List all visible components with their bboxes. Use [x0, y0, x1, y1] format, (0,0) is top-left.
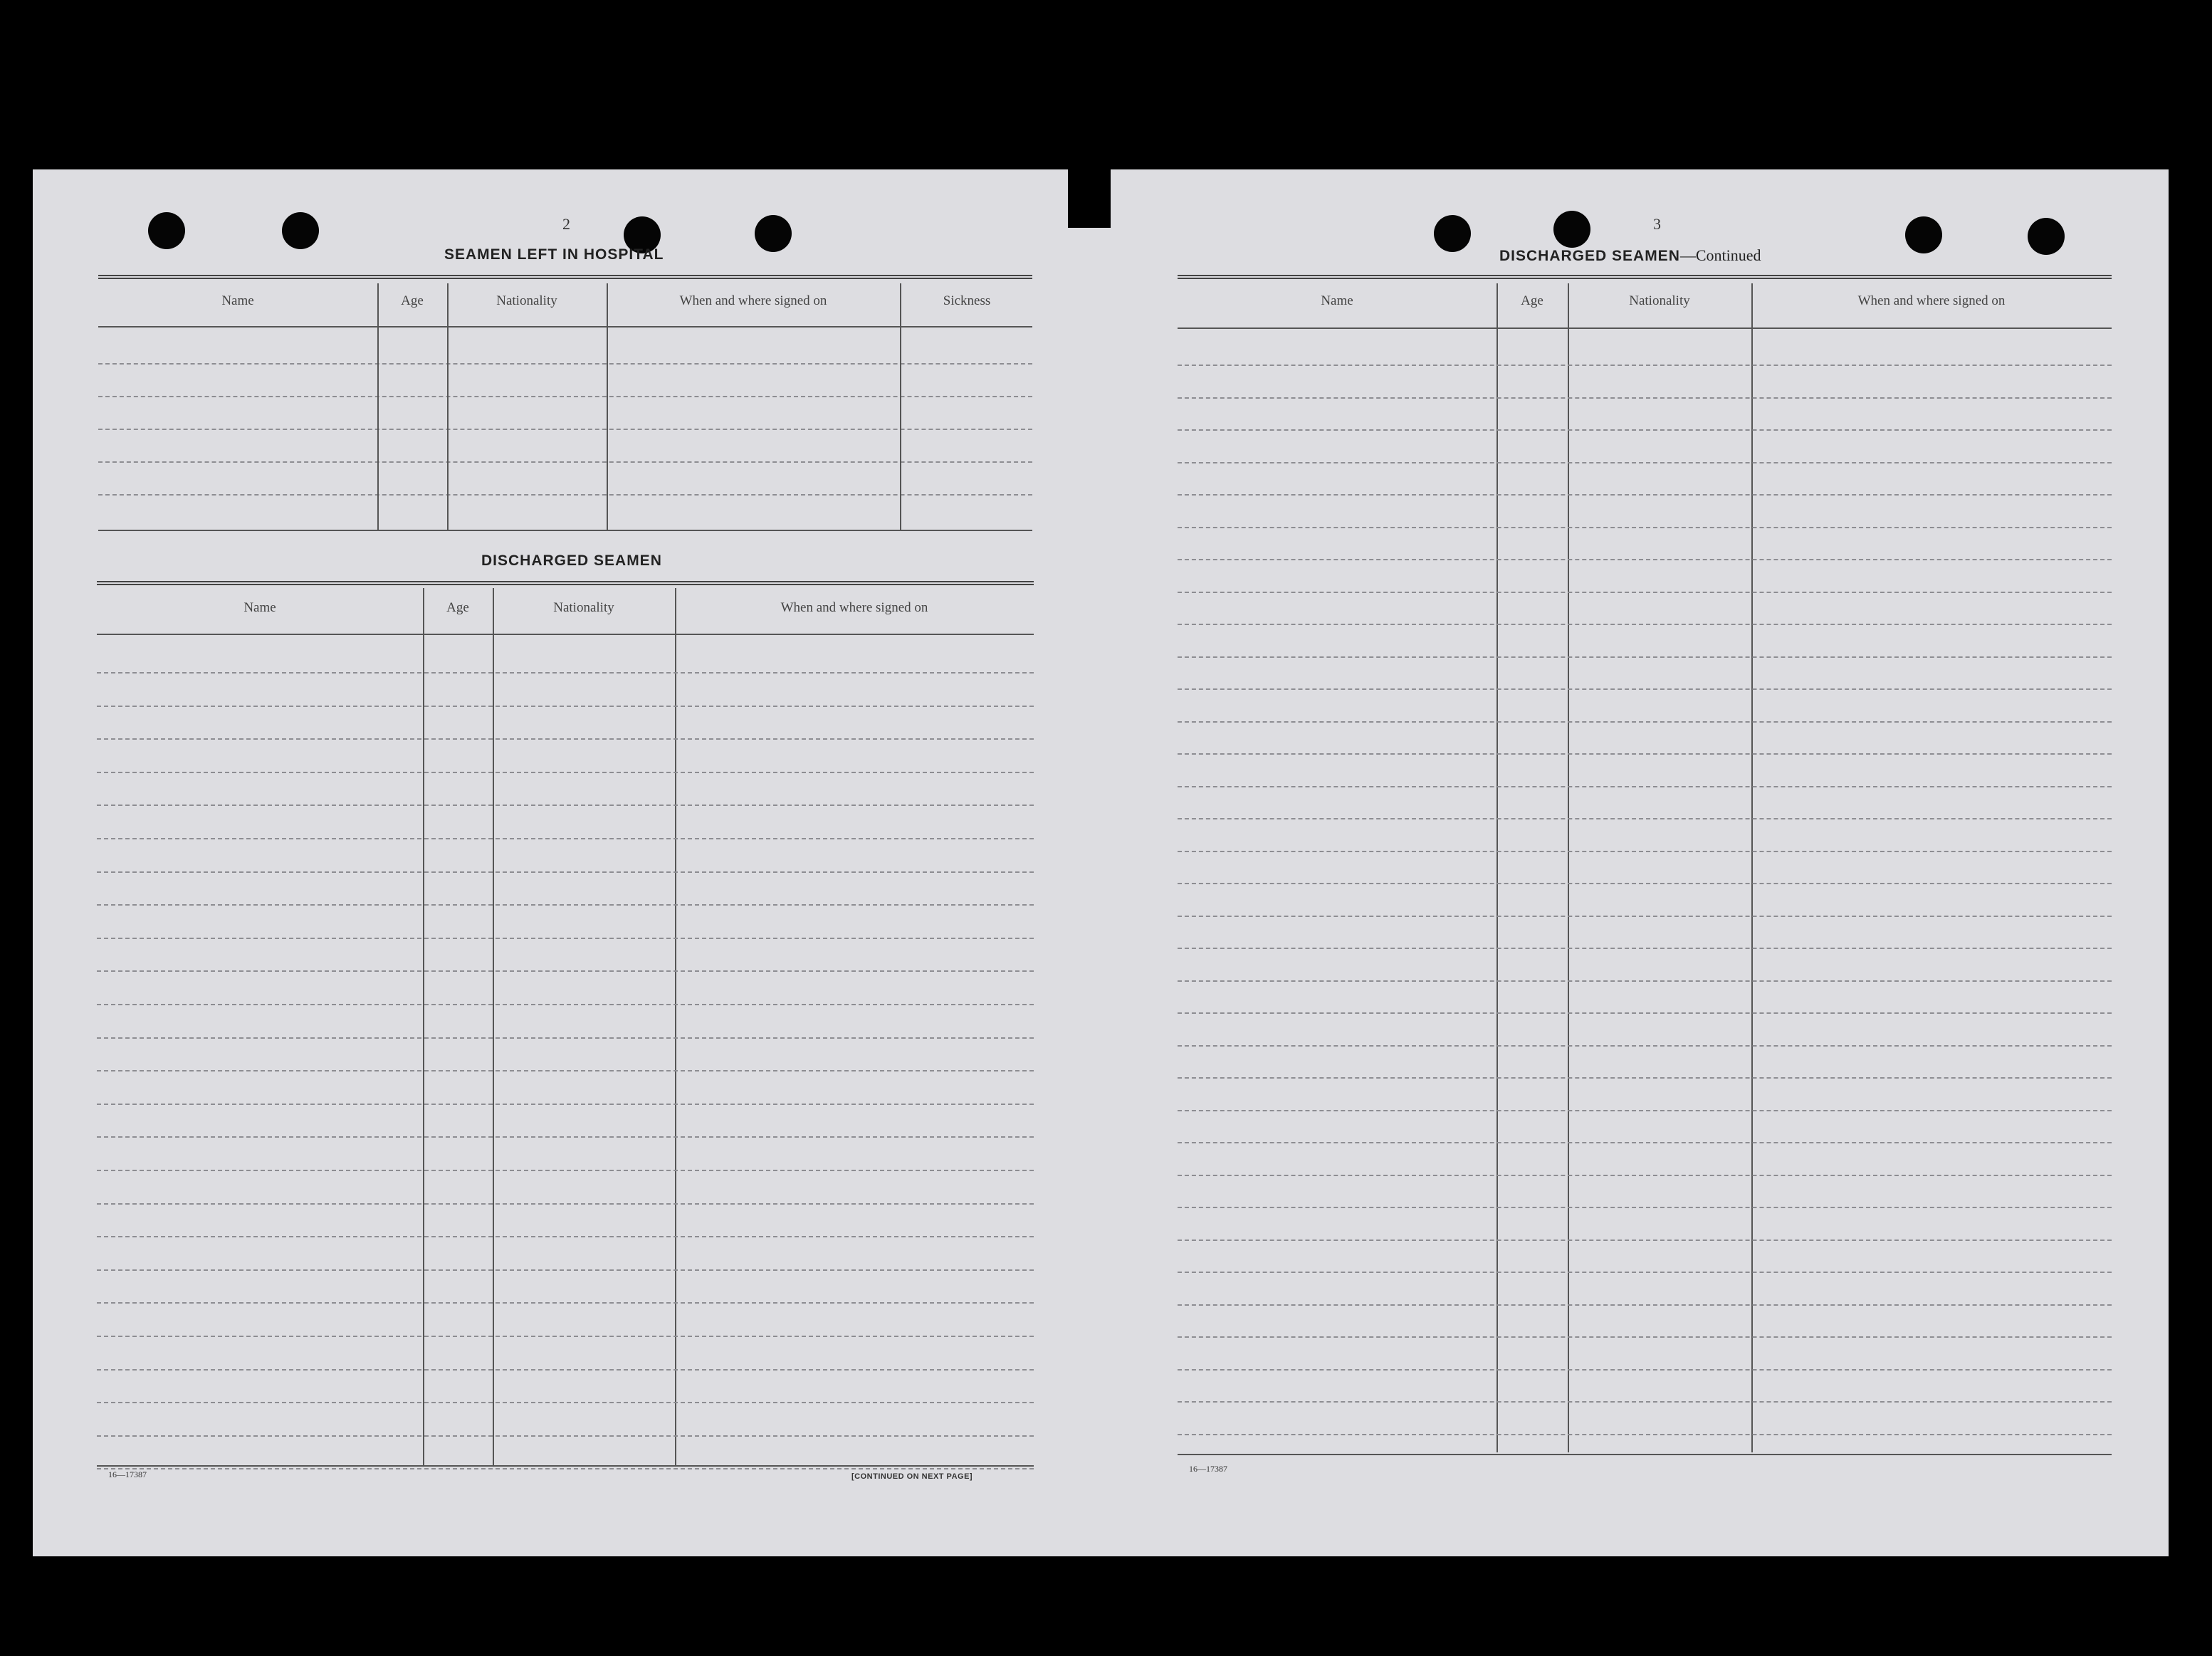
continued-note: [CONTINUED ON NEXT PAGE]: [851, 1472, 973, 1481]
row-rule: [97, 1302, 1034, 1304]
row-rule: [1178, 397, 2112, 399]
row-rule: [1178, 365, 2112, 366]
row-rule: [98, 494, 1032, 496]
column-rule: [493, 588, 494, 1465]
row-rule: [97, 1468, 1034, 1469]
row-rule: [97, 738, 1034, 740]
column-rule: [447, 283, 449, 530]
row-rule: [97, 838, 1034, 839]
column-header: Nationality: [496, 293, 557, 308]
row-rule: [97, 1336, 1034, 1337]
bottom-rule: [1178, 1454, 2112, 1455]
document-page: [33, 169, 2169, 1556]
row-rule: [1178, 883, 2112, 884]
row-rule: [1178, 1401, 2112, 1403]
column-header: Nationality: [553, 600, 614, 615]
column-rule: [1568, 283, 1569, 1452]
row-rule: [97, 1170, 1034, 1171]
row-rule: [97, 904, 1034, 906]
row-rule: [98, 461, 1032, 463]
row-rule: [98, 396, 1032, 397]
row-rule: [1178, 462, 2112, 463]
column-header: Age: [401, 293, 424, 308]
row-rule: [1178, 1012, 2112, 1014]
row-rule: [1178, 786, 2112, 787]
row-rule: [97, 1037, 1034, 1039]
row-rule: [1178, 1110, 2112, 1111]
column-rule: [1751, 283, 1753, 1452]
row-rule: [98, 429, 1032, 430]
header-rule: [97, 634, 1034, 635]
row-rule: [97, 1236, 1034, 1237]
right-title: [1499, 246, 1761, 265]
row-rule: [1178, 948, 2112, 949]
hospital-title: SEAMEN LEFT IN HOSPITAL: [444, 246, 664, 263]
row-rule: [97, 706, 1034, 707]
row-rule: [97, 805, 1034, 806]
punch-hole: [148, 212, 185, 249]
column-rule: [900, 283, 901, 530]
row-rule: [1178, 1336, 2112, 1338]
punch-hole: [1905, 216, 1942, 253]
column-header: When and where signed on: [780, 600, 928, 615]
row-rule: [1178, 688, 2112, 690]
column-header: Name: [221, 293, 254, 308]
row-rule: [1178, 1045, 2112, 1047]
row-rule: [97, 1136, 1034, 1138]
column-header: Name: [1321, 293, 1353, 308]
row-rule: [1178, 1077, 2112, 1079]
punch-hole: [755, 215, 792, 252]
page-number: 2: [562, 215, 570, 233]
row-rule: [97, 772, 1034, 773]
row-rule: [1178, 1142, 2112, 1143]
column-rule: [1496, 283, 1498, 1452]
column-header: Age: [1521, 293, 1543, 308]
row-rule: [1178, 1304, 2112, 1306]
bottom-rule: [98, 530, 1032, 531]
row-rule: [1178, 1434, 2112, 1435]
page-number: 3: [1653, 215, 1661, 233]
header-rule: [1178, 327, 2112, 329]
row-rule: [1178, 1175, 2112, 1176]
column-header: Name: [243, 600, 276, 615]
row-rule: [1178, 851, 2112, 852]
column-header: When and where signed on: [1857, 293, 2006, 308]
row-rule: [1178, 429, 2112, 431]
row-rule: [97, 938, 1034, 939]
punch-hole: [1434, 215, 1471, 252]
row-rule: [1178, 980, 2112, 982]
row-rule: [97, 1203, 1034, 1205]
row-rule: [97, 1369, 1034, 1371]
discharged-title: DISCHARGED SEAMEN: [481, 552, 662, 569]
row-rule: [1178, 1369, 2112, 1371]
row-rule: [1178, 494, 2112, 496]
row-rule: [97, 871, 1034, 873]
row-rule: [97, 1070, 1034, 1071]
column-header: Nationality: [1629, 293, 1690, 308]
column-rule: [423, 588, 424, 1465]
double-rule: [97, 581, 1034, 585]
right-title-suffix: —Continued: [1679, 246, 1761, 264]
right-title-main: DISCHARGED SEAMEN: [1499, 248, 1680, 264]
column-rule: [675, 588, 676, 1465]
row-rule: [1178, 753, 2112, 755]
row-rule: [1178, 916, 2112, 917]
row-rule: [97, 1269, 1034, 1271]
row-rule: [1178, 1272, 2112, 1273]
row-rule: [1178, 624, 2112, 625]
form-number: 16—17387: [1189, 1464, 1227, 1474]
row-rule: [98, 363, 1032, 365]
column-rule: [607, 283, 608, 530]
punch-hole: [2028, 218, 2065, 255]
form-number: 16—17387: [108, 1469, 147, 1479]
row-rule: [1178, 1207, 2112, 1208]
page-tear: [1068, 164, 1111, 228]
row-rule: [1178, 721, 2112, 723]
row-rule: [1178, 527, 2112, 528]
row-rule: [1178, 656, 2112, 658]
row-rule: [1178, 592, 2112, 593]
row-rule: [97, 1402, 1034, 1403]
row-rule: [97, 672, 1034, 674]
bottom-rule: [97, 1465, 1034, 1467]
row-rule: [97, 970, 1034, 972]
punch-hole: [1553, 211, 1590, 248]
row-rule: [97, 1004, 1034, 1005]
row-rule: [97, 1435, 1034, 1437]
column-header: Sickness: [943, 293, 991, 308]
column-rule: [377, 283, 379, 530]
row-rule: [1178, 1240, 2112, 1241]
column-header: Age: [446, 600, 469, 615]
row-rule: [1178, 559, 2112, 560]
header-rule: [98, 326, 1032, 327]
double-rule: [98, 275, 1032, 279]
row-rule: [1178, 818, 2112, 819]
punch-hole: [282, 212, 319, 249]
row-rule: [97, 1104, 1034, 1105]
double-rule: [1178, 275, 2112, 279]
column-header: When and where signed on: [679, 293, 827, 308]
